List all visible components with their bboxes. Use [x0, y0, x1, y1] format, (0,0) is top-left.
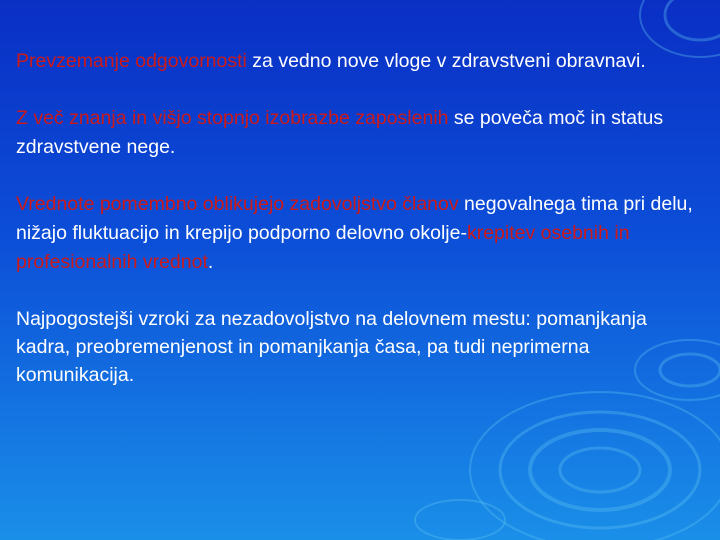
ripple-ring — [415, 500, 505, 540]
body-text: za vedno nove vloge v zdravstveni obravnavi. — [246, 50, 646, 72]
ripple-ring — [530, 430, 670, 510]
highlight-text: Prevzemanje odgovornosti — [16, 50, 247, 72]
ripple-ring — [560, 448, 640, 492]
paragraph-4 — [16, 305, 706, 389]
body-text: se poveča moč in status zdravstvene nege. — [16, 107, 664, 158]
paragraph-2 — [16, 104, 706, 162]
body-text: negovalnega tima pri delu, nižajo fluktuacijo in krepijo podporno delovno okolje- — [16, 193, 693, 244]
highlight-text: Z več znanja in višjo stopnjo izobrazbe zaposlenih — [16, 107, 449, 129]
slide-content — [16, 47, 706, 417]
ripple-ring — [665, 0, 720, 40]
body-text: Najpogostejši vzroki za nezadovoljstvo na delovnem mestu: pomanjkanja kadra, preobremenjenost in pomanjkanja časa, pa tudi neprimerna komunikacija. — [16, 308, 647, 386]
highlight-text: Vrednote pomembno oblikujejo zadovoljstvo članov — [16, 193, 459, 215]
end-punctuation: . — [207, 251, 214, 273]
paragraph-3 — [16, 190, 706, 277]
highlight-text-2: krepitev osebnih in profesionalnih vrednot — [16, 222, 630, 273]
paragraph-1 — [16, 47, 706, 76]
